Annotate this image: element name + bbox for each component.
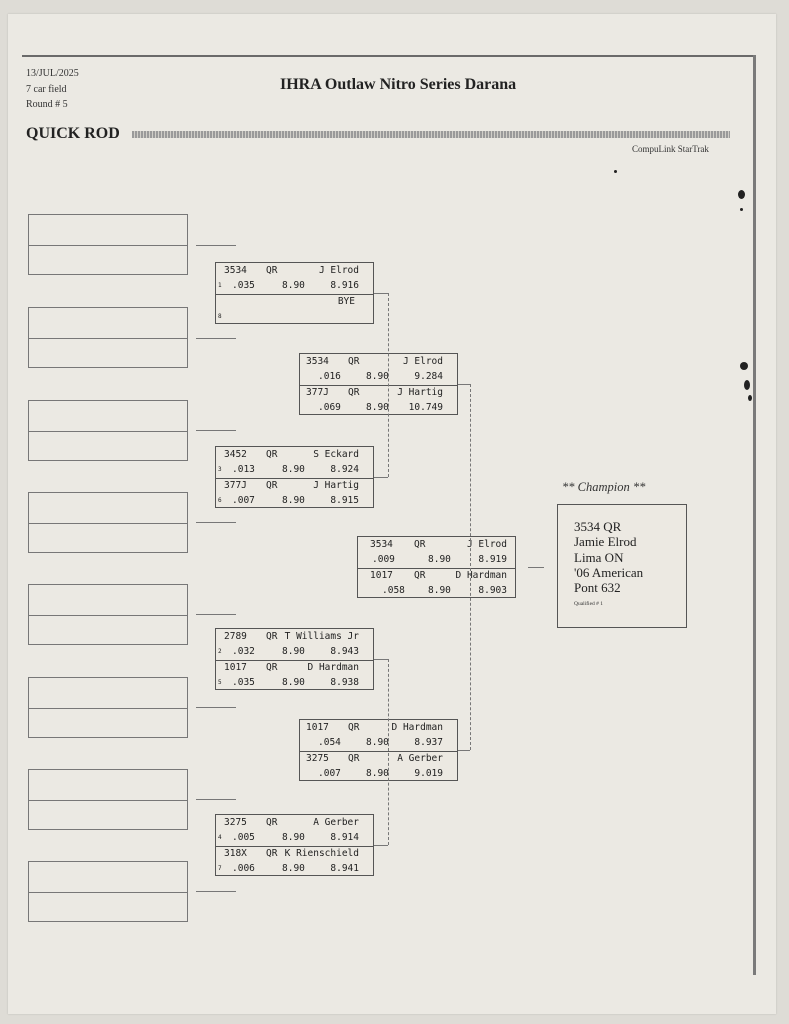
- bracket-line: [196, 522, 236, 523]
- bracket-line: [196, 891, 236, 892]
- dial-in: 8.90: [282, 863, 305, 874]
- elapsed-time: 9.284: [414, 371, 443, 382]
- bracket-line: [196, 799, 236, 800]
- class-title-rule: [132, 131, 730, 138]
- qualify-status: QR: [348, 387, 360, 398]
- reaction-time: .035: [232, 677, 255, 688]
- dial-in: 8.90: [282, 832, 305, 843]
- car-number: 1017: [306, 722, 329, 733]
- car-number: 3275: [224, 817, 247, 828]
- field-size: 7 car field: [26, 84, 67, 95]
- dial-in: 8.90: [366, 371, 389, 382]
- bracket-line: [374, 293, 388, 294]
- entry-box: [28, 307, 188, 368]
- seed-number: 5: [218, 679, 222, 686]
- ink-smudge: [738, 190, 745, 199]
- elapsed-time: 10.749: [408, 402, 443, 413]
- qualify-status: QR: [266, 631, 278, 642]
- driver-name: BYE: [337, 296, 355, 307]
- ink-smudge: [748, 395, 752, 401]
- champion-engine: Pont 632: [574, 580, 621, 595]
- qualify-status: QR: [414, 539, 426, 550]
- elapsed-time: 8.924: [330, 464, 359, 475]
- round2-matchup-2: [299, 719, 458, 781]
- qualify-status: QR: [348, 722, 360, 733]
- bracket-line: [374, 659, 388, 660]
- driver-name: J Hartig: [397, 387, 443, 398]
- seed-number: 2: [218, 648, 222, 655]
- reaction-time: .058: [382, 585, 405, 596]
- driver-name: S Eckard: [313, 449, 359, 460]
- seed-number: 3: [218, 466, 222, 473]
- driver-name: K Rienschield: [284, 848, 359, 859]
- bracket-connector: [388, 659, 389, 845]
- entry-box: [28, 584, 188, 645]
- elapsed-time: 8.914: [330, 832, 359, 843]
- round2-matchup-1: [299, 353, 458, 415]
- reaction-time: .005: [232, 832, 255, 843]
- reaction-time: .007: [232, 495, 255, 506]
- dial-in: 8.90: [282, 646, 305, 657]
- dial-in: 8.90: [428, 554, 451, 565]
- entry-box: [28, 492, 188, 553]
- reaction-time: .069: [318, 402, 341, 413]
- ink-smudge: [614, 170, 617, 173]
- class-name: QUICK ROD: [26, 125, 120, 142]
- seed-number: 8: [218, 313, 222, 320]
- champion-car-status: 3534 QR: [574, 519, 622, 534]
- dial-in: 8.90: [282, 464, 305, 475]
- car-number: 3452: [224, 449, 247, 460]
- sheet-right-rule: [753, 55, 756, 975]
- driver-name: J Hartig: [313, 480, 359, 491]
- entry-box: [28, 861, 188, 922]
- bracket-line: [196, 245, 236, 246]
- elapsed-time: 8.941: [330, 863, 359, 874]
- event-title: IHRA Outlaw Nitro Series Darana: [280, 76, 517, 93]
- reaction-time: .016: [318, 371, 341, 382]
- qualify-status: QR: [266, 662, 278, 673]
- qualify-status: QR: [414, 570, 426, 581]
- qualify-status: QR: [348, 356, 360, 367]
- qualify-status: QR: [348, 753, 360, 764]
- round1-matchup-2: [215, 446, 374, 508]
- driver-name: J Elrod: [466, 539, 507, 550]
- reaction-time: .013: [232, 464, 255, 475]
- elapsed-time: 8.943: [330, 646, 359, 657]
- entry-box: [28, 400, 188, 461]
- bracket-line: [374, 845, 388, 846]
- sheet-top-rule: [22, 55, 755, 57]
- dial-in: 8.90: [428, 585, 451, 596]
- bracket-line: [458, 750, 470, 751]
- qualify-status: QR: [266, 449, 278, 460]
- qualify-status: QR: [266, 265, 278, 276]
- dial-in: 8.90: [282, 677, 305, 688]
- bracket-line: [196, 614, 236, 615]
- software-credit: CompuLink StarTrak: [632, 144, 709, 154]
- reaction-time: .009: [372, 554, 395, 565]
- ink-smudge: [740, 362, 748, 370]
- champion-label: ** Champion **: [562, 480, 646, 494]
- ink-smudge: [740, 208, 743, 211]
- driver-name: J Elrod: [402, 356, 443, 367]
- reaction-time: .006: [232, 863, 255, 874]
- elapsed-time: 8.919: [478, 554, 507, 565]
- champion-qualified: Qualified # 1: [574, 601, 604, 607]
- driver-name: T Williams Jr: [284, 631, 359, 642]
- reaction-time: .035: [232, 280, 255, 291]
- final-matchup: [357, 536, 516, 598]
- driver-name: A Gerber: [397, 753, 443, 764]
- car-number: 3534: [224, 265, 247, 276]
- elapsed-time: 8.916: [330, 280, 359, 291]
- car-number: 318X: [224, 848, 247, 859]
- reaction-time: .032: [232, 646, 255, 657]
- round-number: Round # 5: [26, 99, 68, 110]
- entry-box: [28, 769, 188, 830]
- bracket-line: [374, 477, 388, 478]
- entry-box: [28, 214, 188, 275]
- seed-number: 4: [218, 834, 222, 841]
- elapsed-time: 8.903: [478, 585, 507, 596]
- car-number: 3534: [370, 539, 393, 550]
- seed-number: 1: [218, 282, 222, 289]
- champion-city: Lima ON: [574, 550, 624, 565]
- seed-number: 7: [218, 865, 222, 872]
- dial-in: 8.90: [282, 280, 305, 291]
- round1-matchup-3: [215, 628, 374, 690]
- dial-in: 8.90: [366, 402, 389, 413]
- elapsed-time: 9.019: [414, 768, 443, 779]
- champion-vehicle: '06 American: [574, 565, 644, 580]
- driver-name: D Hardman: [307, 662, 359, 673]
- driver-name: D Hardman: [391, 722, 443, 733]
- champion-box: [557, 504, 687, 628]
- car-number: 3275: [306, 753, 329, 764]
- dial-in: 8.90: [366, 737, 389, 748]
- champion-name: Jamie Elrod: [574, 534, 637, 549]
- bracket-line: [196, 430, 236, 431]
- ink-smudge: [744, 380, 750, 390]
- bracket-line: [458, 384, 470, 385]
- car-number: 377J: [306, 387, 329, 398]
- qualify-status: QR: [266, 480, 278, 491]
- reaction-time: .007: [318, 768, 341, 779]
- driver-name: J Elrod: [318, 265, 359, 276]
- bracket-line: [196, 707, 236, 708]
- elapsed-time: 8.915: [330, 495, 359, 506]
- qualify-status: QR: [266, 848, 278, 859]
- driver-name: D Hardman: [455, 570, 507, 581]
- car-number: 377J: [224, 480, 247, 491]
- seed-number: 6: [218, 497, 222, 504]
- bracket-line: [196, 338, 236, 339]
- round1-matchup-4: [215, 814, 374, 876]
- entry-box: [28, 677, 188, 738]
- dial-in: 8.90: [282, 495, 305, 506]
- qualify-status: QR: [266, 817, 278, 828]
- elapsed-time: 8.937: [414, 737, 443, 748]
- round1-matchup-1: [215, 262, 374, 324]
- car-number: 1017: [370, 570, 393, 581]
- driver-name: A Gerber: [313, 817, 359, 828]
- car-number: 2789: [224, 631, 247, 642]
- car-number: 3534: [306, 356, 329, 367]
- bracket-connector: [470, 384, 471, 750]
- elapsed-time: 8.938: [330, 677, 359, 688]
- bracket-connector: [388, 293, 389, 477]
- car-number: 1017: [224, 662, 247, 673]
- bracket-line: [528, 567, 544, 568]
- reaction-time: .054: [318, 737, 341, 748]
- event-date: 13/JUL/2025: [26, 68, 79, 79]
- dial-in: 8.90: [366, 768, 389, 779]
